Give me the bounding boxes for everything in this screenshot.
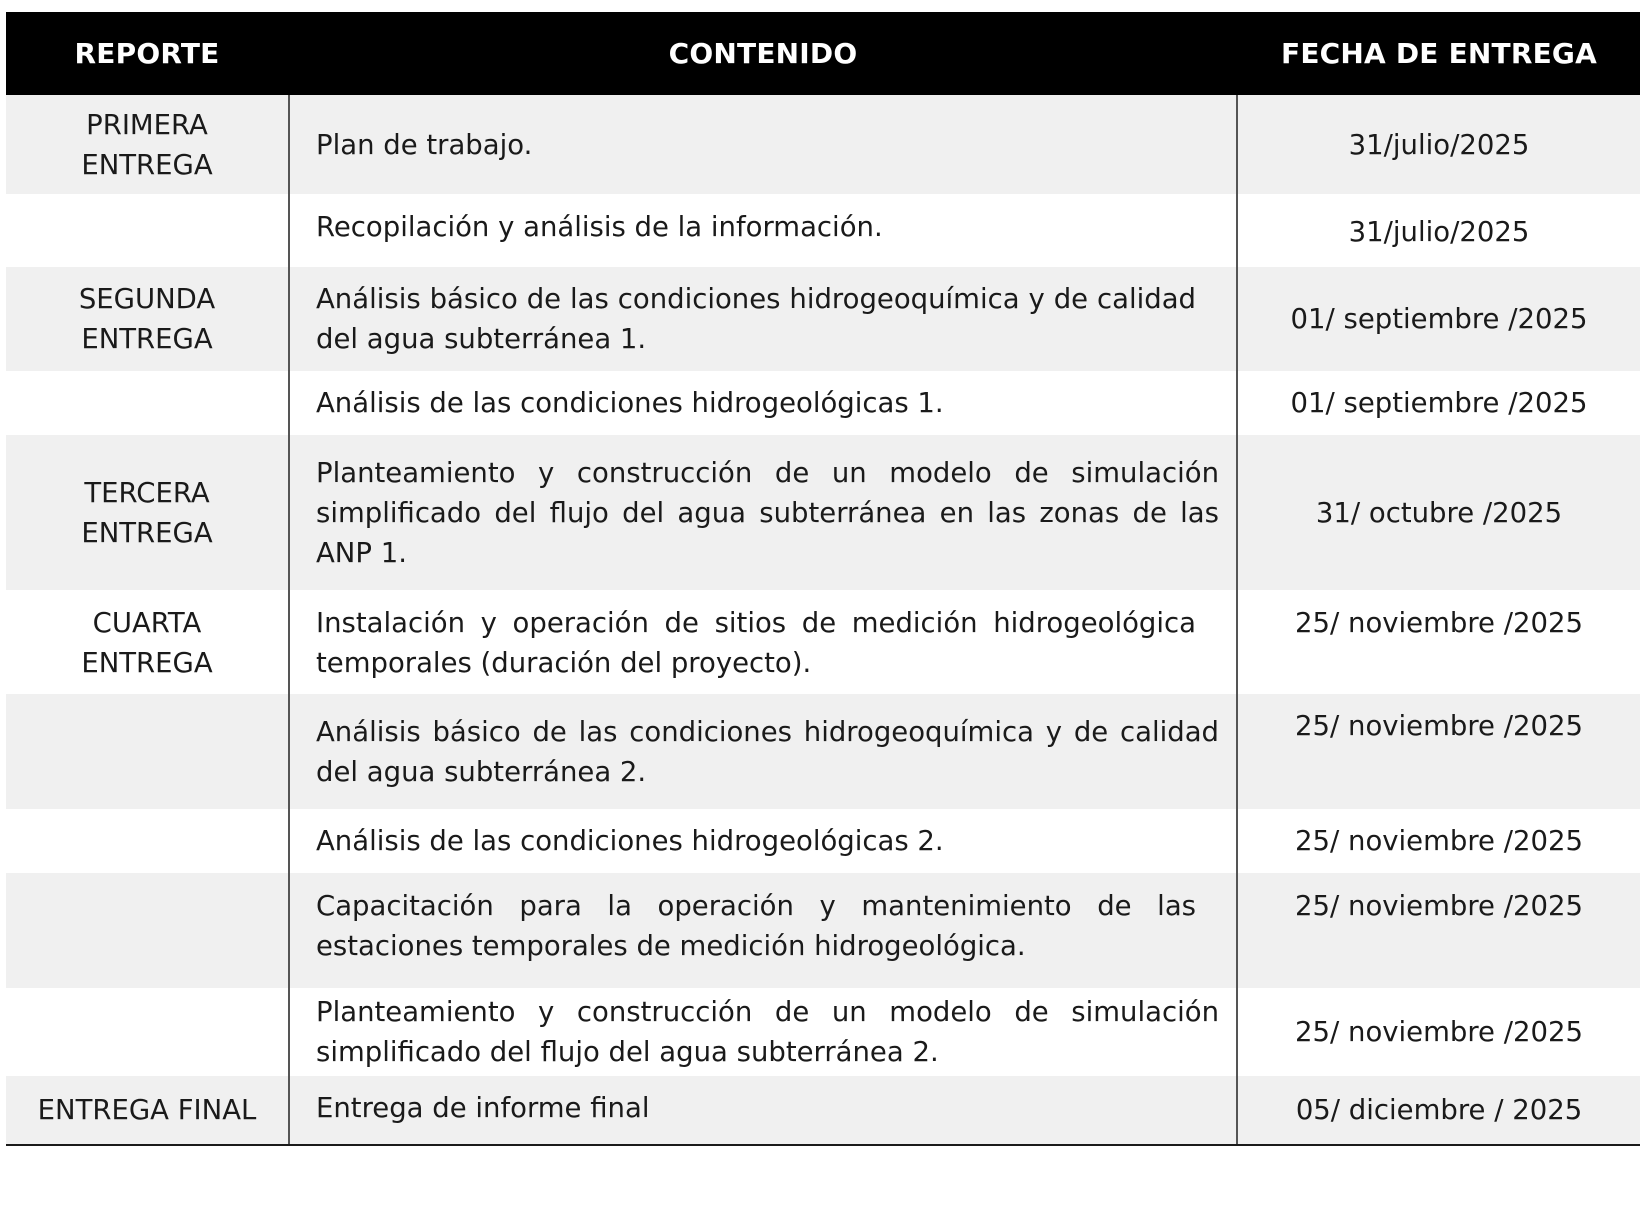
table-row xyxy=(6,1076,1640,1144)
cell-fecha xyxy=(1238,194,1640,267)
fecha-text: 31/julio/2025 xyxy=(1348,216,1530,248)
contenido-text: Entrega de informe final xyxy=(316,1092,650,1124)
cell-fecha xyxy=(1238,590,1640,694)
cell-contenido xyxy=(288,590,1238,694)
cell-contenido xyxy=(288,95,1238,194)
header-fecha: FECHA DE ENTREGA xyxy=(1281,36,1597,70)
cell-reporte xyxy=(6,194,288,267)
cell-contenido xyxy=(288,267,1238,371)
cell-fecha xyxy=(1238,371,1640,435)
table-row xyxy=(6,267,1640,371)
reporte-text: PRIMERA ENTREGA xyxy=(81,108,213,181)
cell-fecha xyxy=(1238,809,1640,873)
fecha-text: 25/ noviembre /2025 xyxy=(1295,825,1583,857)
cell-fecha xyxy=(1238,873,1640,988)
cell-contenido xyxy=(288,194,1238,267)
fecha-text: 31/ octubre /2025 xyxy=(1315,496,1563,529)
fecha-text: 25/ noviembre /2025 xyxy=(1295,1016,1583,1048)
table-row xyxy=(6,873,1640,988)
reporte-text: CUARTA ENTREGA xyxy=(81,607,213,679)
table-row xyxy=(6,95,1640,194)
contenido-text: Planteamiento y construcción de un modelo de simulación simplificado del flujo del agua subterránea 2. xyxy=(316,996,1219,1068)
header-reporte: REPORTE xyxy=(74,36,220,70)
cell-reporte xyxy=(6,809,288,873)
fecha-text: 25/ noviembre /2025 xyxy=(1295,607,1583,639)
cell-fecha xyxy=(1238,267,1640,371)
cell-reporte xyxy=(6,371,288,435)
cell-contenido xyxy=(288,873,1238,988)
cell-reporte xyxy=(6,873,288,988)
table-row xyxy=(6,694,1640,809)
reporte-text: ENTREGA FINAL xyxy=(37,1094,257,1126)
contenido-text: Instalación y operación de sitios de medición hidrogeológica temporales (duración del proyecto). xyxy=(316,607,1196,679)
table-row xyxy=(6,988,1640,1076)
cell-fecha xyxy=(1238,988,1640,1076)
contenido-text: Planteamiento y construcción de un modelo de simulación simplificado del flujo del agua subterránea en las zonas de las ANP 1. xyxy=(316,456,1219,569)
table-row xyxy=(6,194,1640,267)
deliverables-table xyxy=(6,12,1640,1146)
table-row xyxy=(6,435,1640,590)
fecha-text: 25/ noviembre /2025 xyxy=(1295,890,1583,922)
header-contenido: CONTENIDO xyxy=(668,36,858,70)
cell-reporte xyxy=(6,435,288,590)
cell-reporte xyxy=(6,95,288,194)
table-row xyxy=(6,590,1640,694)
contenido-text: Análisis de las condiciones hidrogeológicas 2. xyxy=(316,825,944,857)
fecha-text: 01/ septiembre /2025 xyxy=(1290,387,1588,419)
fecha-text: 01/ septiembre /2025 xyxy=(1290,303,1588,335)
cell-reporte xyxy=(6,988,288,1076)
fecha-text: 31/julio/2025 xyxy=(1348,128,1530,161)
cell-reporte xyxy=(6,590,288,694)
cell-contenido xyxy=(288,988,1238,1076)
cell-reporte xyxy=(6,267,288,371)
cell-contenido xyxy=(288,809,1238,873)
cell-contenido xyxy=(288,694,1238,809)
cell-fecha xyxy=(1238,435,1640,590)
fecha-text: 25/ noviembre /2025 xyxy=(1295,710,1583,742)
cell-reporte xyxy=(6,1076,288,1144)
contenido-text: Recopilación y análisis de la información. xyxy=(316,211,883,243)
reporte-text: TERCERA ENTREGA xyxy=(81,476,213,549)
cell-contenido xyxy=(288,435,1238,590)
cell-fecha xyxy=(1238,694,1640,809)
table-row xyxy=(6,371,1640,435)
table-header xyxy=(6,12,1640,95)
reporte-text: SEGUNDA ENTREGA xyxy=(78,283,216,355)
cell-reporte xyxy=(6,694,288,809)
cell-fecha xyxy=(1238,1076,1640,1144)
cell-contenido xyxy=(288,371,1238,435)
fecha-text: 05/ diciembre / 2025 xyxy=(1295,1094,1583,1126)
table-row xyxy=(6,809,1640,873)
contenido-text: Capacitación para la operación y mantenimiento de las estaciones temporales de medición hidrogeológica. xyxy=(316,890,1196,962)
cell-fecha xyxy=(1238,95,1640,194)
contenido-text: Análisis básico de las condiciones hidrogeoquímica y de calidad del agua subterránea 1. xyxy=(316,283,1196,355)
cell-contenido xyxy=(288,1076,1238,1144)
contenido-text: Plan de trabajo. xyxy=(316,128,533,161)
contenido-text: Análisis de las condiciones hidrogeológicas 1. xyxy=(316,387,944,419)
contenido-text: Análisis básico de las condiciones hidrogeoquímica y de calidad del agua subterránea 2. xyxy=(316,716,1219,788)
